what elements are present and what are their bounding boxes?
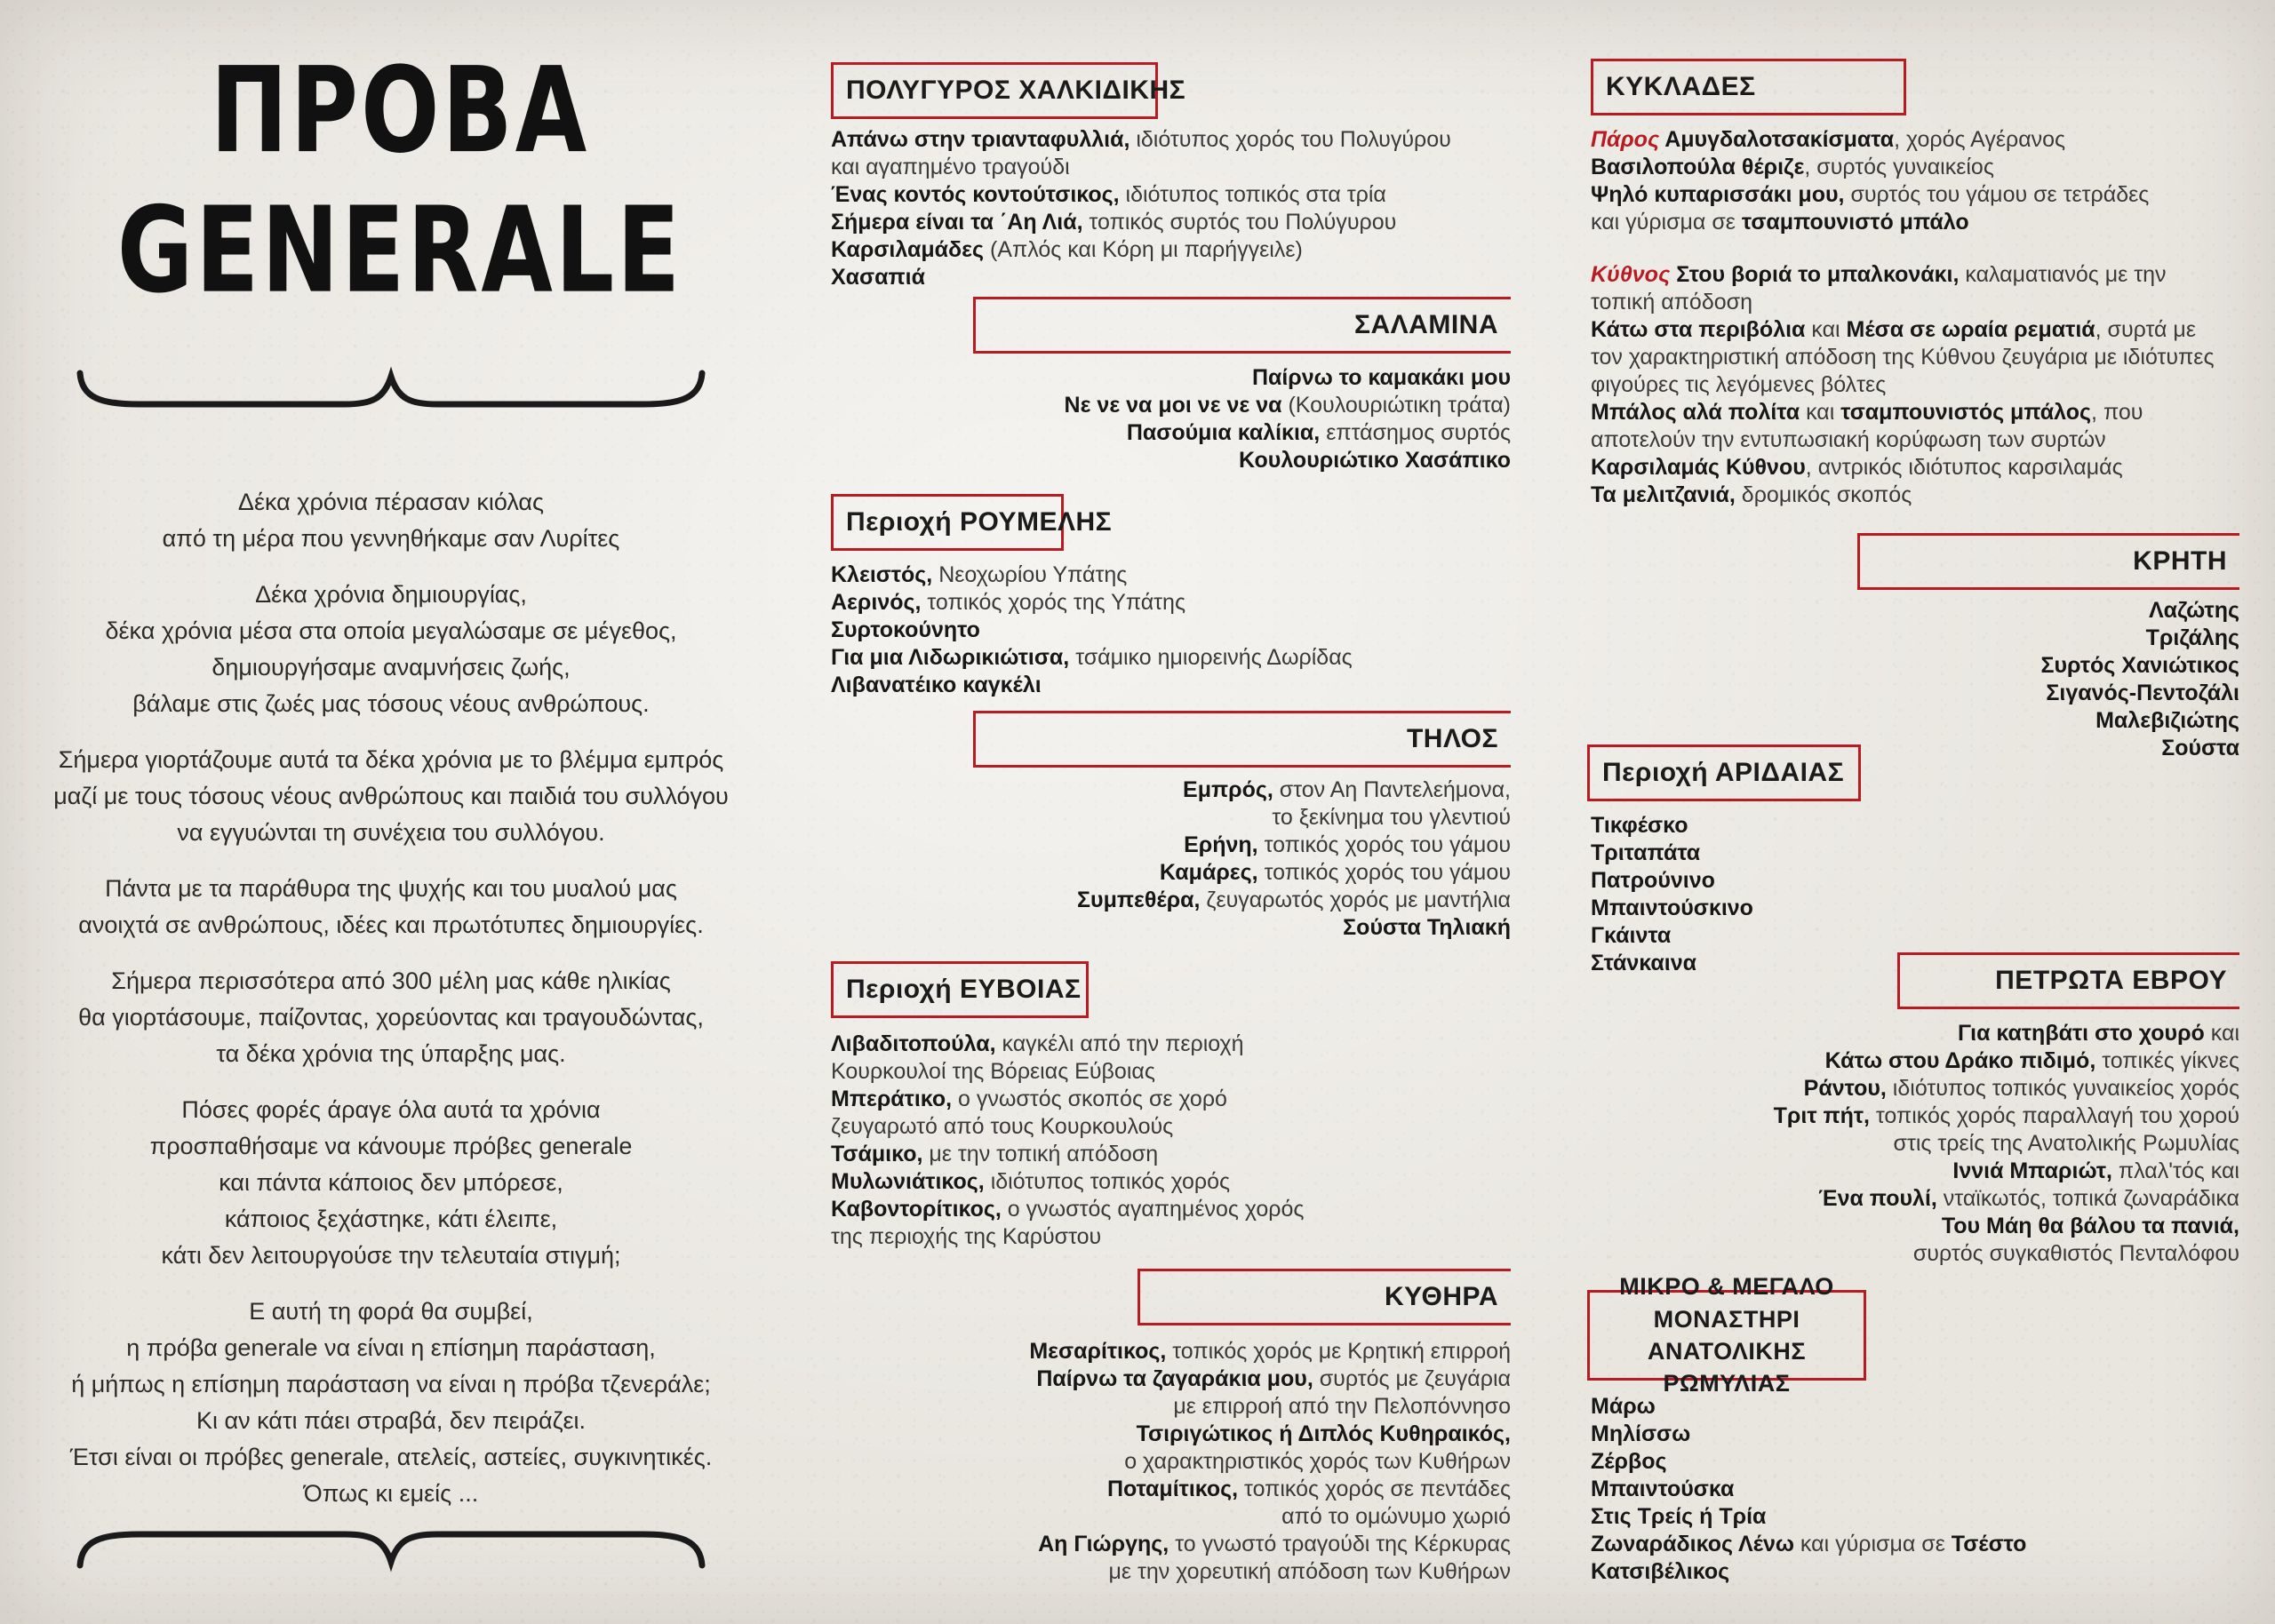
program-entry [831,236,1511,264]
program-entry [1591,1393,2239,1421]
program-entry [1591,895,2239,922]
program-entry [1591,625,2239,652]
program-entry [831,672,1511,699]
section-header-kythira [1138,1269,1511,1325]
dance-description: ζευγαρωτός χορός με μαντήλια [1200,888,1511,912]
section-header-roumeli [831,494,1113,551]
dance-description: τον χαρακτηριστική απόδοση της Κύθνου ζευγάρια με ιδιότυπες [1591,345,2215,370]
program-entry [831,447,1511,474]
dance-description: τοπικός χορός του γάμου [1257,832,1511,857]
dance-name: Στάνκαινα [1591,951,1697,975]
program-entry [1591,680,2239,707]
dance-name: Μπαιντούσκινο [1591,896,1753,920]
dance-description: με επιρροή από την Πελοπόννησο [1173,1394,1511,1419]
dance-name: τσαμπουνιστό μπάλο [1741,210,1969,235]
dance-description: (Απλός και Κόρη μι παρήγγειλε) [984,237,1303,262]
dance-name: Ράντου, [1803,1076,1887,1101]
dance-name: Σήμερα είναι τα ΄Αη Λιά, [831,210,1083,235]
program-entry [831,1365,1511,1421]
dance-description: ζευγαρωτό από τους Κουρκουλούς [831,1114,1174,1139]
program-entry [831,1086,1511,1141]
dance-name: Του Μάη θα βάλου τα πανιά, [1941,1214,2239,1238]
program-entry [1591,126,2241,154]
dance-name: Παίρνω το καμακάκι μου [1251,365,1511,390]
dance-name: Πατρούνινο [1591,868,1715,893]
dance-name: Κλειστός, [831,562,933,587]
dance-description: και [2204,1021,2239,1046]
dance-description: στις τρείς της Ανατολικής Ρωμυλίας [1893,1131,2239,1156]
program-entry [1591,1213,2239,1268]
dance-name: Τριταπάτα [1591,840,1701,865]
program-entry [1591,181,2241,236]
dance-name: Μυλωνιάτικος, [831,1169,985,1194]
program-entry [1591,1158,2239,1213]
program-entry [1591,1020,2239,1075]
dance-name: Μαλεβιζιώτης [2095,708,2239,733]
dance-name: Απάνω στην τριανταφυλλιά, [831,127,1130,152]
dance-description: στον Αη Παντελεήμονα, [1273,777,1511,802]
dance-name: Παίρνω τα ζαγαράκια μου, [1036,1366,1313,1391]
dance-description: ιδιότυπος τοπικός χορός [984,1169,1231,1194]
dance-description: Κουρκουλοί της Βόρειας Εύβοιας [831,1059,1155,1084]
program-entry [831,1141,1511,1168]
dance-description: με την τοπική απόδοση [922,1142,1159,1166]
decorative-bracket-bottom-icon [73,1524,709,1576]
dance-name: Τικφέσκο [1591,813,1688,838]
section-title: Περιοχή ΕΥΒΟΙΑΣ [846,975,1082,1004]
program-entry [1591,1448,2239,1476]
intro-paragraph: Δέκα χρόνια δημιουργίας, δέκα χρόνια μέσα στα οποία μεγαλώσαμε σε μέγεθος, δημιουργήσαμε αναμνήσεις ζωής, βάλαμε στις ζωές μας τόσους νέους ανθρώπους. [105,581,677,717]
section-header-kyklades [1591,59,1906,115]
dance-name: Σούστα Τηλιακή [1343,915,1511,940]
section-entries-petrota [1591,1020,2239,1268]
program-entry [1591,812,2239,840]
section-entries-kriti [1591,597,2239,762]
section-header-salamina [973,297,1511,354]
dance-description: τοπικές γίκνες [2095,1048,2239,1073]
dance-name: Στου βοριά το μπαλκονάκι, [1670,262,1960,287]
dance-name: Πασούμια καλίκια, [1126,420,1321,445]
dance-description: ο γνωστός αγαπημένος χορός [1001,1197,1305,1222]
intro-text [31,484,751,1532]
dance-description: , που [2091,400,2143,425]
dance-name: Συρτός Χανιώτικος [2040,653,2239,678]
logo-line-2: GENERALE [116,180,683,320]
dance-description: επτάσημος συρτός [1320,420,1511,445]
dance-description: συρτός με ζευγάρια [1313,1366,1511,1391]
program-entry [831,209,1511,236]
dance-name: τσαμπουνιστός μπάλος [1840,400,2092,425]
dance-description: τοπικός συρτός του Πολύγυρου [1082,210,1397,235]
section-entries-monastiri [1591,1393,2239,1586]
intro-paragraph: Πάντα με τα παράθυρα της ψυχής και του μυαλού μας ανοιχτά σε ανθρώπους, ιδέες και πρωτότυπες δημιουργίες. [78,875,704,938]
program-entry [1591,1503,2239,1531]
dance-name: Γκάιντα [1591,923,1672,948]
program-entry [1591,1103,2239,1158]
dance-name: Ένας κοντός κοντούτσικος, [831,182,1120,207]
dance-description: με την χορευτική απόδοση των Κυθήρων [1108,1559,1511,1584]
program-entry [831,914,1511,942]
dance-name: Ψηλό κυπαρισσάκι μου, [1591,182,1845,207]
intro-paragraph: Ε αυτή τη φορά θα συμβεί, η πρόβα generale να είναι η επίσημη παράσταση, ή μήπως η επίσημη παράσταση να είναι η πρόβα τζενεράλε; Κι αν κάτι πάει στραβά, δεν πειράζει. Έτσι είναι οι πρόβες generale, ατελείς, αστείες, συγκινητικές. Όπως κι εμείς ... [69,1298,713,1507]
program-entry [831,1338,1511,1365]
section-header-kriti [1857,533,2239,590]
dance-name: Τριζάλης [2145,625,2239,650]
program-entry [1591,154,2241,181]
dance-name: Κουλουριώτικο Χασάπικο [1239,448,1511,473]
dance-name: Αμυγδαλοτσακίσματα [1659,127,1895,152]
dance-description: ο χαρακτηριστικός χορός των Κυθήρων [1124,1449,1511,1474]
section-header-monastiri [1587,1273,1866,1397]
program-entry [831,887,1511,914]
dance-name: Αερινός, [831,590,922,615]
dance-description: το γνωστό τραγούδι της Κέρκυρας [1169,1532,1511,1556]
program-entry [831,1421,1511,1476]
program-entry [831,1476,1511,1531]
program-entry [831,561,1511,589]
section-title: ΚΡΗΤΗ [2133,546,2227,576]
program-entry [1591,399,2241,454]
section-entries-roumeli [831,561,1511,699]
section-header-petrota [1897,952,2239,1009]
program-entry [1591,454,2241,482]
program-entry [831,617,1511,644]
section-title: ΚΥΚΛΑΔΕΣ [1606,72,1756,101]
dance-name: Σιγανός-Πεντοζάλι [2046,681,2239,705]
dance-name: Τσέστο [1951,1532,2027,1556]
program-entry [831,264,1511,291]
dance-name: Μπεράτικο, [831,1087,953,1111]
dance-description: τοπικός χορός παραλλαγή του χορού [1869,1103,2239,1128]
dance-description: τοπικός χορός σε πεντάδες [1238,1477,1511,1501]
dance-name: Τσάμικο, [831,1142,923,1166]
section-title-line-2: ΑΝΑΤΟΛΙΚΗΣ ΡΩΜΥΛΙΑΣ [1647,1338,1807,1397]
program-entry [1591,316,2241,399]
program-entry [831,419,1511,447]
dance-name: Λιβαδιτοπούλα, [831,1031,996,1056]
island-name-label: Κύθνος [1591,262,1671,287]
dance-description: ιδιότυπος τοπικός γυναικείος χορός [1886,1076,2239,1101]
section-entries-tilos [831,776,1511,942]
intro-paragraph: Δέκα χρόνια πέρασαν κιόλας από τη μέρα που γεννηθήκαμε σαν Λυρίτες [162,489,620,552]
dance-description: τσάμικο ημιορεινής Δωρίδας [1069,645,1353,670]
logo-line-1: ΠΡΟΒΑ [210,41,590,180]
dance-description: συρτός του γάμου σε τετράδες [1844,182,2150,207]
program-entry [831,126,1511,181]
section-title: ΤΗΛΟΣ [1406,724,1498,753]
dance-name: Μπάλος αλά πολίτα [1591,400,1800,425]
dance-name: Τριτ πήτ, [1773,1103,1870,1128]
dance-name: Συμπεθέρα, [1077,888,1201,912]
dance-name: Αη Γιώργης, [1038,1532,1169,1556]
dance-name: Ποταμίτικος, [1106,1477,1239,1501]
section-header-aridaia [1587,744,1861,801]
section-entries-kythira [831,1338,1511,1586]
dance-name: Νε νε να μοι νε νε να [1064,393,1282,418]
program-entry [1591,1075,2239,1103]
dance-name: Λιβανατέικο καγκέλι [831,673,1042,697]
dance-description: τοπικός χορός με Κρητική επιρροή [1166,1339,1511,1364]
section-title [1590,1265,1864,1405]
dance-name: Μπαιντούσκα [1591,1477,1735,1501]
section-entries-evia [831,1031,1511,1251]
dance-description: καγκέλι από την περιοχή [995,1031,1244,1056]
dance-description: νταϊκωτός, τοπικά ζωναράδικα [1936,1186,2239,1211]
dance-description: από το ομώνυμο χωριό [1281,1504,1511,1529]
program-entry [831,1196,1511,1251]
dance-name: Ζωναράδικος Λένω [1591,1532,1794,1556]
program-entry [1591,840,2239,867]
dance-description: , συρτά με [2095,317,2196,342]
program-entry [831,364,1511,392]
program-entry [831,859,1511,887]
dance-description: , χορός Αγέρανος [1894,127,2066,152]
program-entry [831,1031,1511,1086]
dance-description: , αντρικός ιδιότυπος καρσιλαμάς [1805,455,2123,480]
section-entries-salamina [831,364,1511,474]
program-entry [1591,1476,2239,1503]
dance-name: Κατσιβέλικος [1591,1559,1730,1584]
dance-name: Τσιριγώτικος ή Διπλός Κυθηραικός, [1136,1421,1511,1446]
section-title: ΣΑΛΑΜΙΝΑ [1354,310,1498,339]
section-title-line-1: ΜΙΚΡΟ & ΜΕΓΑΛΟ ΜΟΝΑΣΤΗΡΙ [1619,1273,1834,1333]
dance-name: Βασιλοπούλα θέριζε [1591,155,1805,179]
program-entry [1591,867,2239,895]
dance-name: Μηλίσσω [1591,1421,1691,1446]
intro-paragraph: Πόσες φορές άραγε όλα αυτά τα χρόνια προσπαθήσαμε να κάνουμε πρόβες generale και πάντα κάποιος δεν μπόρεσε, κάποιος ξεχάστηκε, κάτι έλειπε, κάτι δεν λειτουργούσε την τελευταία στιγμή; [149,1096,633,1269]
dance-description: πλαλ'τός και [2111,1158,2239,1183]
dance-name: Καβοντορίτικος, [831,1197,1002,1222]
dance-name: Σούστα [2161,736,2239,760]
intro-paragraph: Σήμερα περισσότερα από 300 μέλη μας κάθε ηλικίας θα γιορτάσουμε, παίζοντας, χορεύοντας και τραγουδώντας, τα δέκα χρόνια της ύπαρξης μας. [78,967,704,1067]
section-entries-polygyros [831,126,1511,291]
dance-description: και [1800,400,1841,425]
dance-description: τοπικός χορός της Υπάτης [921,590,1186,615]
dance-name: Ερήνη, [1184,832,1258,857]
dance-description: (Κουλουριώτικη τράτα) [1281,393,1511,418]
dance-description: ο γνωστός σκοπός σε χορό [952,1087,1227,1111]
dance-description: αποτελούν την εντυπωσιακή κορύφωση των συρτών [1591,427,2106,452]
section-title: ΠΕΤΡΩΤΑ ΕΒΡΟΥ [1995,966,2227,995]
dance-name: Καμάρες, [1159,860,1258,885]
logo [98,41,702,320]
dance-description: ιδιότυπος χορός του Πολυγύρου [1130,127,1451,152]
program-entry [831,1531,1511,1586]
dance-description: φιγούρες τις λεγόμενες βόλτες [1591,372,1887,397]
section-title: ΠΟΛΥΓΥΡΟΣ ΧΑΛΚΙΔΙΚΗΣ [846,76,1186,105]
program-entry [1591,1558,2239,1586]
dance-name: Τα μελιτζανιά, [1591,482,1736,507]
program-entry [1591,922,2239,950]
program-entry [831,832,1511,859]
program-entry [831,644,1511,672]
dance-description: τοπική απόδοση [1591,290,1752,314]
program-entry [1591,1421,2239,1448]
dance-name: Για μια Λιδωρικιώτισα, [831,645,1070,670]
program-entry [831,589,1511,617]
dance-description: ιδιότυπος τοπικός στα τρία [1119,182,1386,207]
section-entries-kyklades [1591,126,2241,509]
dance-description: δρομικός σκοπός [1735,482,1912,507]
section-header-polygyros [831,62,1186,119]
section-header-evia [831,961,1089,1018]
dance-name: Μάρω [1591,1394,1656,1419]
program-entry [831,392,1511,419]
section-title: ΚΥΘΗΡΑ [1385,1282,1498,1311]
program-entry [831,181,1511,209]
dance-description: καλαματιανός με την [1959,262,2167,287]
dance-name: Για κατηβάτι στο χουρό [1957,1021,2205,1046]
dance-description: και γύρισμα σε [1591,210,1742,235]
program-entry [1591,597,2239,625]
dance-description: της περιοχής της Καρύστου [831,1224,1102,1249]
program-entry [1591,1531,2239,1558]
dance-description: και γύρισμα σε [1793,1532,1952,1556]
intro-paragraph: Σήμερα γιορτάζουμε αυτά τα δέκα χρόνια με το βλέμμα εμπρός μαζί με τους τόσους νέους ανθρώπους και παιδιά του συλλόγου να εγγυώνται τη συνέχεια του συλλόγου. [53,746,729,846]
dance-name: Λαζώτης [2148,598,2239,623]
section-title: Περιοχή ΡΟΥΜΕΛΗΣ [846,507,1113,537]
dance-name: Καρσιλαμάς Κύθνου [1591,455,1806,480]
dance-description: , συρτός γυναικείος [1804,155,1994,179]
dance-name: Εμπρός, [1183,777,1273,802]
section-title: Περιοχή ΑΡΙΔΑΙΑΣ [1602,758,1845,787]
dance-name: Ζέρβος [1591,1449,1667,1474]
dance-name: Μέσα σε ωραία ρεματιά [1846,317,2095,342]
decorative-bracket-top-icon [73,362,709,414]
dance-description: το ξεκίνημα του γλεντιού [1272,805,1511,830]
dance-name: Κάτω στα περιβόλια [1591,317,1806,342]
island-name-label: Πάρος [1591,127,1660,152]
program-entry [1591,482,2241,509]
dance-name: Ένα πουλί, [1818,1186,1937,1211]
program-entry [1591,707,2239,735]
dance-name: Στις Τρείς ή Τρία [1591,1504,1767,1529]
program-entry [831,1168,1511,1196]
dance-name: Ιννιά Μπαριώτ, [1952,1158,2112,1183]
dance-name: Καρσιλαμάδες [831,237,985,262]
section-header-tilos [973,711,1511,768]
dance-description: Νεοχωρίου Υπάτης [932,562,1128,587]
program-entry [1591,261,2241,316]
dance-name: Συρτοκούνητο [831,617,980,642]
dance-name: Μεσαρίτικος, [1029,1339,1167,1364]
dance-description: και [1805,317,1847,342]
dance-description: και αγαπημένο τραγούδι [831,155,1070,179]
dance-name: Χασαπιά [831,265,925,290]
dance-name: Κάτω στου Δράκο πιδιμό, [1824,1048,2096,1073]
program-entry [1591,652,2239,680]
program-entry [831,776,1511,832]
dance-description: συρτός συγκαθιστός Πενταλόφου [1912,1241,2239,1266]
dance-description: τοπικός χορός του γάμου [1257,860,1511,885]
